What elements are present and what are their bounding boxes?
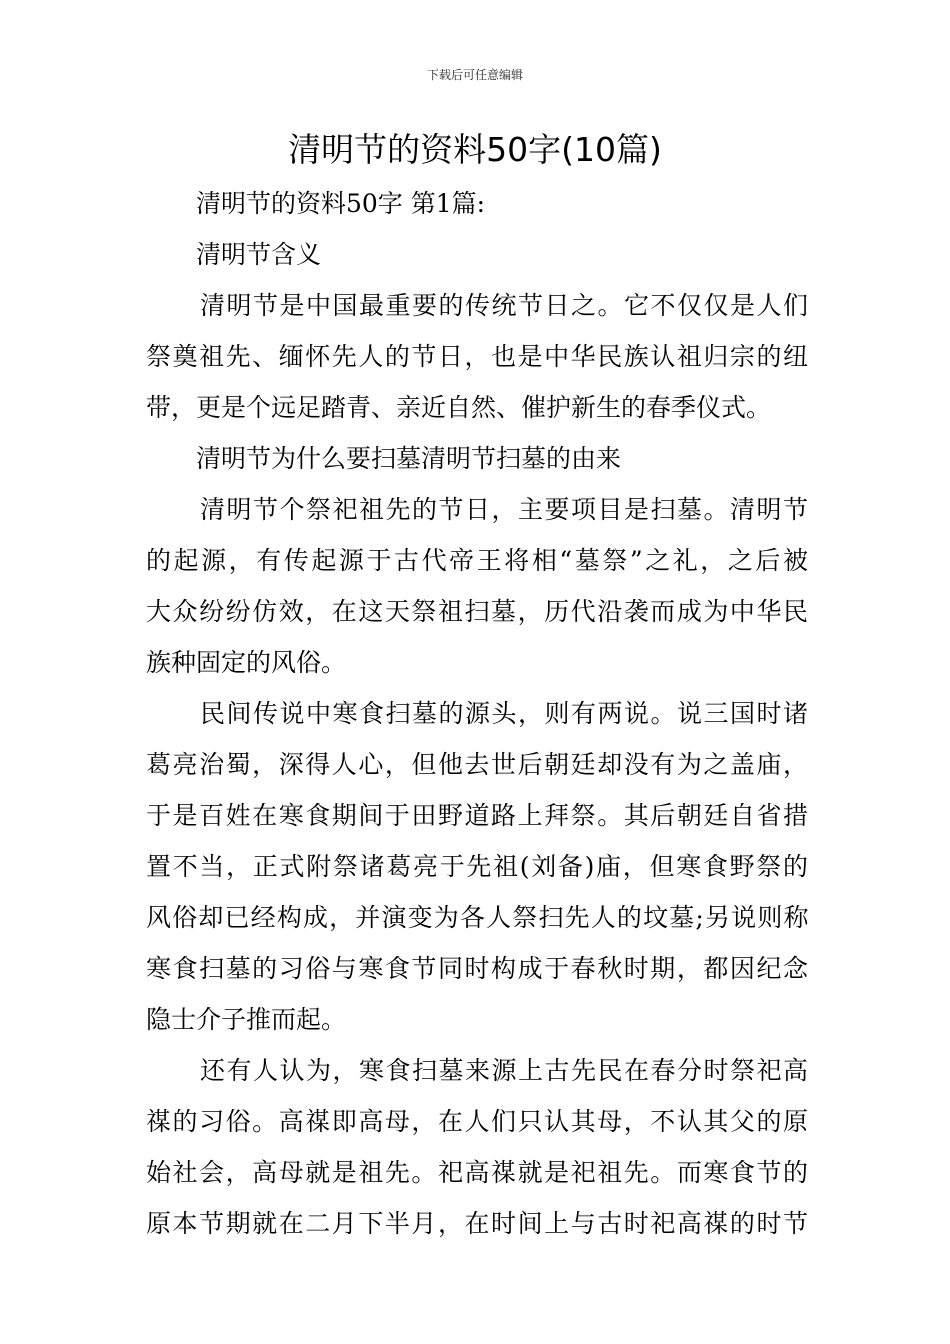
paragraph-line: 的起源，有传起源于古代帝王将相“墓祭”之礼，之后被 [146, 546, 808, 575]
section-heading: 清明节含义 [196, 240, 322, 269]
document-body [146, 178, 808, 1249]
paragraph-line: 风俗却已经构成，并演变为各人祭扫先人的坟墓;另说则称 [146, 903, 808, 932]
paragraph-line: 始社会，高母就是祖先。祀高禖就是祀祖先。而寒食节的 [146, 1158, 808, 1187]
paragraph-line: 禖的习俗。高禖即高母，在人们只认其母，不认其父的原 [146, 1107, 808, 1136]
paragraph-line: 民间传说中寒食扫墓的源头，则有两说。说三国时诸 [200, 699, 808, 728]
paragraph-line: 葛亮治蜀，深得人心，但他去世后朝廷却没有为之盖庙， [146, 750, 808, 779]
paragraph-line: 原本节期就在二月下半月，在时间上与古时祀高禖的时节 [146, 1209, 808, 1238]
paragraph-line: 带，更是个远足踏青、亲近自然、催护新生的春季仪式。 [146, 393, 772, 422]
section-heading: 清明节的资料50字 第1篇: [196, 189, 486, 218]
paragraph-line: 祭奠祖先、缅怀先人的节日，也是中华民族认祖归宗的纽 [146, 342, 808, 371]
paragraph [146, 688, 808, 1045]
paragraph [146, 280, 808, 433]
paragraph-line: 清明节个祭祀祖先的节日，主要项目是扫墓。清明节 [200, 495, 808, 524]
header-note: 下载后可任意编辑 [426, 68, 523, 82]
section-heading: 清明节为什么要扫墓清明节扫墓的由来 [196, 444, 622, 473]
paragraph-line: 族种固定的风俗。 [146, 648, 347, 677]
paragraph-line: 寒食扫墓的习俗与寒食节同时构成于春秋时期，都因纪念 [146, 954, 808, 983]
paragraph-line: 于是百姓在寒食期间于田野道路上拜祭。其后朝廷自省措 [146, 801, 808, 830]
paragraph-line: 大众纷纷仿效，在这天祭祖扫墓，历代沿袭而成为中华民 [146, 597, 808, 626]
paragraph-line: 置不当，正式附祭诸葛亮于先祖(刘备)庙，但寒食野祭的 [146, 852, 808, 881]
document-title: 清明节的资料50字(10篇) [288, 130, 662, 169]
paragraph-line: 还有人认为，寒食扫墓来源上古先民在春分时祭祀高 [200, 1056, 808, 1085]
paragraph-line: 清明节是中国最重要的传统节日之。它不仅仅是人们 [200, 291, 808, 320]
paragraph [146, 484, 808, 688]
paragraph [146, 1045, 808, 1249]
paragraph-line: 隐士介子推而起。 [146, 1005, 347, 1034]
